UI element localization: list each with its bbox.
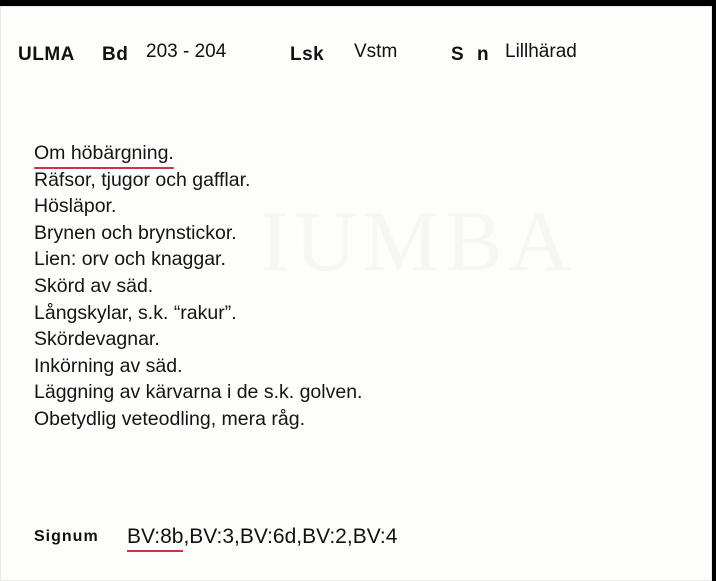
record-heading-text: Om höbärgning. bbox=[34, 140, 174, 167]
archive-card bbox=[0, 6, 712, 581]
record-line: Brynen och brynstickor. bbox=[34, 221, 237, 244]
province-label: Lsk bbox=[290, 44, 325, 65]
volume-label: Bd bbox=[102, 44, 129, 65]
record-line: Hösläpor. bbox=[34, 195, 117, 218]
record-line: Räfsor, tjugor och gafflar. bbox=[34, 168, 251, 191]
record-text bbox=[34, 140, 362, 433]
province-value: Vstm bbox=[354, 41, 398, 62]
record-line: Skörd av säd. bbox=[34, 274, 154, 297]
signum-value bbox=[127, 525, 397, 549]
record-line: Obetydlig veteodling, mera råg. bbox=[34, 407, 305, 430]
record-line: Inkörning av säd. bbox=[34, 354, 183, 377]
record-line: Lien: orv och knaggar. bbox=[34, 248, 226, 271]
record-line: Läggning av kärvarna i de s.k. golven. bbox=[34, 381, 363, 404]
parish-value: Lillhärad bbox=[505, 41, 577, 62]
parish-label: S n bbox=[451, 44, 493, 65]
record-line: Skördevagnar. bbox=[34, 328, 160, 351]
record-heading bbox=[34, 140, 362, 167]
signum-label: Signum bbox=[34, 528, 99, 545]
volume-value: 203 - 204 bbox=[146, 41, 227, 62]
archive-label: ULMA bbox=[18, 44, 75, 65]
signum-others: ,BV:3,BV:6d,BV:2,BV:4 bbox=[183, 525, 398, 548]
signum-primary: BV:8b bbox=[127, 525, 184, 548]
record-line: Långskylar, s.k. “rakur”. bbox=[34, 301, 237, 324]
